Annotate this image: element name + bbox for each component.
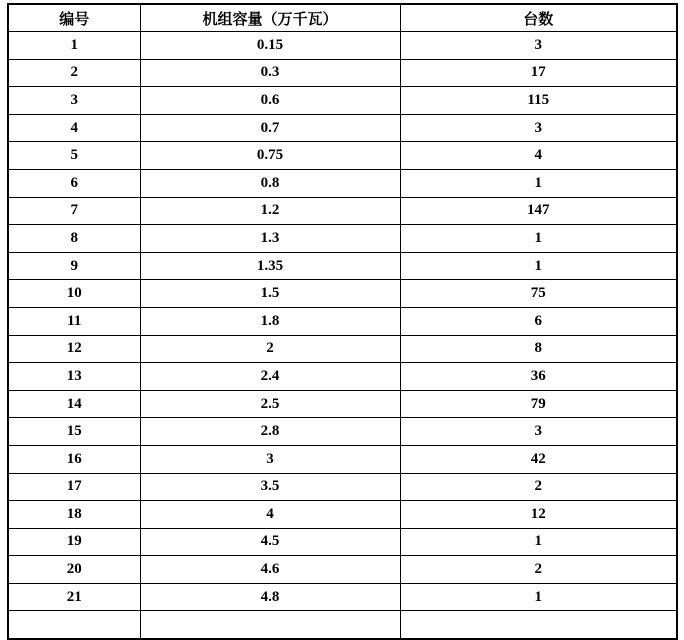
table-cell: 147 [400,197,677,225]
table-cell: 5 [8,142,140,170]
table-cell: 6 [400,307,677,335]
table-cell: 1 [400,252,677,280]
table-row [8,390,677,418]
unit-capacity-table [7,3,678,640]
table-row [8,87,677,115]
table-cell [8,611,140,639]
table-row [8,307,677,335]
table-row [8,32,677,60]
table-row [8,335,677,363]
table-cell: 15 [8,418,140,446]
table-cell: 3 [400,418,677,446]
table-cell: 115 [400,87,677,115]
column-header-capacity: 机组容量（万千瓦） [140,4,400,32]
table-cell: 7 [8,197,140,225]
table-cell: 2 [400,556,677,584]
table-cell: 2 [8,59,140,87]
table-cell: 3 [400,114,677,142]
table-row [8,280,677,308]
column-header-count: 台数 [400,4,677,32]
table-cell: 4 [140,501,400,529]
table-header-row [8,4,677,32]
table-cell: 12 [8,335,140,363]
table-cell: 0.15 [140,32,400,60]
table-cell: 1 [400,169,677,197]
table-cell: 1.5 [140,280,400,308]
table-row [8,473,677,501]
table-row [8,528,677,556]
table-row [8,556,677,584]
table-cell: 1 [400,225,677,253]
table-row [8,59,677,87]
table-cell: 0.7 [140,114,400,142]
table-row [8,225,677,253]
table-row [8,445,677,473]
table-cell: 1.2 [140,197,400,225]
table-cell: 17 [400,59,677,87]
table-cell: 1 [400,528,677,556]
table-cell: 18 [8,501,140,529]
table-cell: 19 [8,528,140,556]
table-cell: 3 [140,445,400,473]
table-cell: 42 [400,445,677,473]
table-row [8,197,677,225]
table-cell: 2 [400,473,677,501]
table-cell: 0.3 [140,59,400,87]
table-cell: 21 [8,583,140,611]
table-cell: 79 [400,390,677,418]
table-cell: 0.75 [140,142,400,170]
table-row [8,114,677,142]
table-cell: 16 [8,445,140,473]
table-row [8,583,677,611]
table-cell: 36 [400,363,677,391]
table-cell: 3 [400,32,677,60]
table-cell: 1.35 [140,252,400,280]
table-cell: 6 [8,169,140,197]
table-cell: 0.8 [140,169,400,197]
table-cell: 14 [8,390,140,418]
table-cell [400,611,677,639]
table-row [8,252,677,280]
table-cell: 1.3 [140,225,400,253]
table-cell: 11 [8,307,140,335]
table-cell: 20 [8,556,140,584]
table-cell: 4.8 [140,583,400,611]
table-cell: 2.8 [140,418,400,446]
table-row-partial [8,611,677,639]
table-cell: 1.8 [140,307,400,335]
table-row [8,363,677,391]
table-cell: 9 [8,252,140,280]
table-cell: 75 [400,280,677,308]
table-cell: 12 [400,501,677,529]
table-cell: 4.6 [140,556,400,584]
table-cell [140,611,400,639]
table-row [8,142,677,170]
table-row [8,418,677,446]
table-cell: 3.5 [140,473,400,501]
table-cell: 4 [400,142,677,170]
table-cell: 8 [8,225,140,253]
table-cell: 1 [400,583,677,611]
table-row [8,501,677,529]
table-cell: 4.5 [140,528,400,556]
table-cell: 0.6 [140,87,400,115]
table-cell: 2 [140,335,400,363]
table-row [8,169,677,197]
table-cell: 1 [8,32,140,60]
table-cell: 8 [400,335,677,363]
table-cell: 2.4 [140,363,400,391]
table-cell: 13 [8,363,140,391]
column-header-id: 编号 [8,4,140,32]
table-cell: 17 [8,473,140,501]
table-cell: 3 [8,87,140,115]
table-cell: 4 [8,114,140,142]
table-cell: 10 [8,280,140,308]
table-cell: 2.5 [140,390,400,418]
